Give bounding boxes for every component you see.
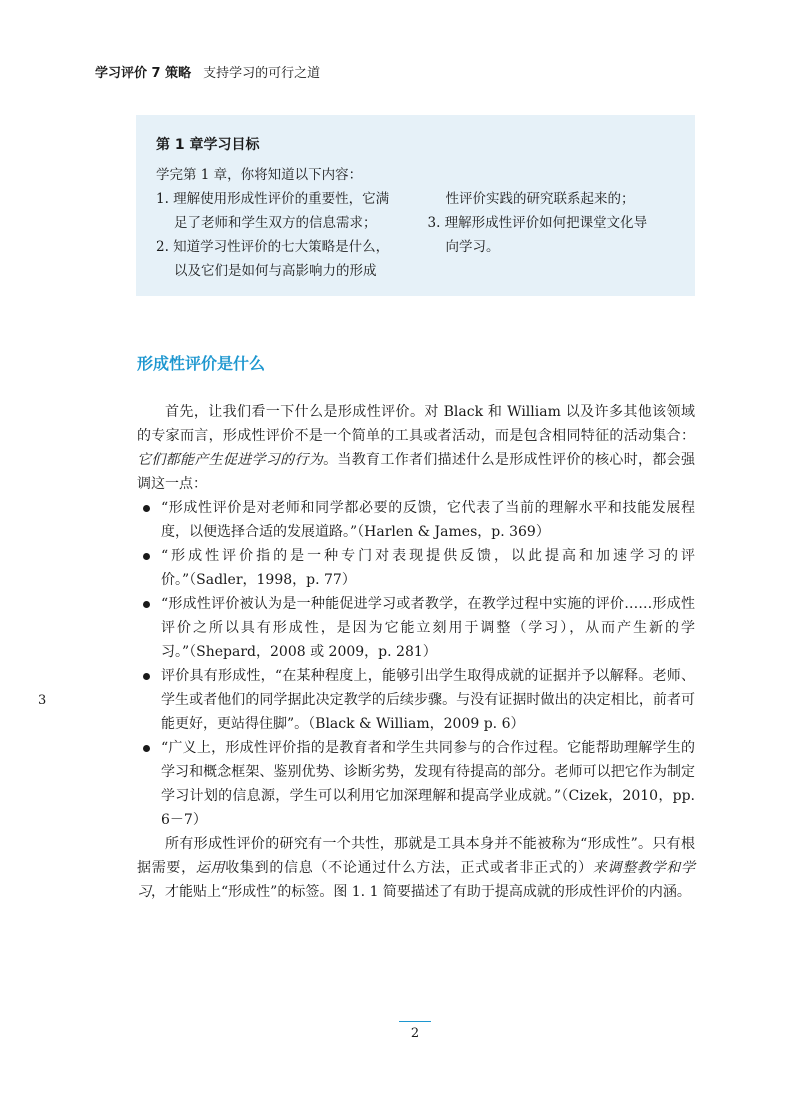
objective-item: 2. 知道学习性评价的七大策略是什么， — [156, 239, 390, 255]
objective-item-continued: 以及它们是如何与高影响力的形成 — [174, 263, 377, 279]
section-heading: 形成性评价是什么 — [137, 354, 266, 373]
list-item: 评价具有形成性，“在某种程度上，能够引出学生取得成就的证据并予以解释。老师、学生或者他们的同学据此决定教学的后续步骤。与没有证据时做出的决定相比，前者可能更好，更站得住脚”。（Black & William，2009 p. 6） — [161, 664, 695, 736]
body-text — [137, 400, 695, 904]
paragraph-intro — [137, 400, 695, 496]
objective-item-continued: 向学习。 — [445, 239, 500, 255]
list-item: “形成性评价被认为是一种能促进学习或者教学，在教学过程中实施的评价……形成性评价之所以具有形成性，是因为它能立刻用于调整（学习），从而产生新的学习。”（Shepard，2008 或 2009，p. 281） — [161, 592, 695, 664]
page-number: 2 — [410, 1026, 420, 1041]
running-header — [95, 62, 320, 81]
emphasis-text: 来调整教学和学习 — [137, 860, 696, 900]
list-item: “形成性评价是对老师和同学都必要的反馈，它代表了当前的理解水平和技能发展程度，以便选择合适的发展道路。”（Harlen & James，p. 369） — [161, 496, 695, 544]
objective-item-continued: 足了老师和学生双方的信息需求； — [174, 215, 377, 231]
objective-item: 1. 理解使用形成性评价的重要性，它满 — [156, 191, 390, 207]
text-run: 所有形成性评价的研究有一个共性，那就是工具本身并不能被称为“形成性”。只有根据需要， — [137, 836, 695, 876]
objectives-intro: 学完第 1 章，你将知道以下内容： — [156, 167, 363, 183]
emphasis-text: 运用 — [195, 860, 226, 876]
objectives-columns — [156, 187, 675, 283]
text-run: 收集到的信息（不论通过什么方法，正式或者非正式的） — [225, 860, 593, 876]
objectives-left-column — [156, 187, 404, 283]
list-item: “广义上，形成性评价指的是教育者和学生共同参与的合作过程。它能帮助理解学生的学习和概念框架、鉴别优势、诊断劣势，发现有待提高的部分。老师可以把它作为制定学习计划的信息源，学生可以利用它加深理解和提高学业成就。”（Cizek，2010，pp. 6－7） — [161, 736, 695, 832]
text-run: ，才能贴上“形成性”的标签。图 1. 1 简要描述了有助于提高成就的形成性评价的内涵。 — [151, 884, 691, 900]
text-run: 首先，让我们看一下什么是形成性评价。对 Black 和 William 以及许多其他该领域的专家而言，形成性评价不是一个简单的工具或者活动，而是包含相同特征的活动集合： — [137, 404, 695, 444]
quote-list — [137, 496, 695, 832]
margin-number: 3 — [38, 693, 47, 708]
objectives-right-column — [428, 187, 676, 283]
emphasis-text: 它们都能产生促进学习的行为 — [137, 452, 324, 468]
objectives-title: 第 1 章学习目标 — [156, 137, 260, 153]
paragraph-conclusion — [137, 832, 695, 904]
objective-item-continued: 性评价实践的研究联系起来的； — [445, 191, 635, 207]
list-item: “形成性评价指的是一种专门对表现提供反馈，以此提高和加速学习的评价。”（Sadler，1998，p. 77） — [161, 544, 695, 592]
book-title: 学习评价 7 策略 — [95, 66, 192, 81]
objective-item: 3. 理解形成性评价如何把课堂文化导 — [427, 215, 648, 231]
book-subtitle: 支持学习的可行之道 — [203, 66, 321, 81]
learning-objectives-box — [136, 115, 695, 296]
footer-rule — [399, 1021, 431, 1022]
text-run: 。当教育工作者们描述什么是形成性评价的核心时，都会强调这一点： — [137, 452, 696, 492]
